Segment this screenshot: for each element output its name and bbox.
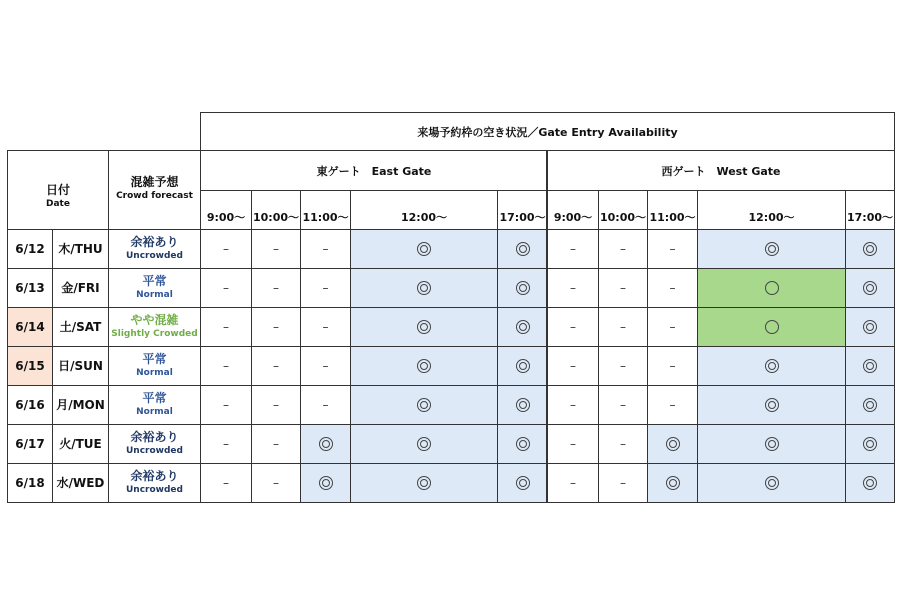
date-value: 6/13 xyxy=(15,280,45,295)
east-time-slot-header xyxy=(200,190,252,230)
dash-symbol: – xyxy=(620,320,626,334)
east-slot-cell xyxy=(350,463,498,503)
west-slot-cell xyxy=(647,229,698,269)
east-slot-cell xyxy=(300,424,351,464)
double-circle-icon xyxy=(417,359,431,373)
east-slot-cell xyxy=(200,268,252,308)
west-slot-cell xyxy=(598,385,648,425)
dash-symbol: – xyxy=(570,359,576,373)
double-circle-icon xyxy=(319,437,333,451)
dash-symbol: – xyxy=(620,281,626,295)
west-slot-cell xyxy=(598,268,648,308)
dash-symbol: – xyxy=(223,242,229,256)
east-slot-cell xyxy=(497,463,548,503)
dash-symbol: – xyxy=(223,437,229,451)
east-slot-cell xyxy=(300,463,351,503)
dash-symbol: – xyxy=(322,281,329,295)
crowd-forecast-cell xyxy=(108,385,201,425)
west-slot-cell xyxy=(598,424,648,464)
crowd-header-jp: 混雑予想 xyxy=(130,175,179,189)
west-slot-cell xyxy=(647,346,698,386)
west-slot-cell xyxy=(697,307,846,347)
dash-symbol: – xyxy=(273,281,279,295)
forecast-en: Uncrowded xyxy=(126,446,183,456)
west-slot-cell xyxy=(845,463,895,503)
dash-symbol: – xyxy=(273,242,279,256)
dash-symbol: – xyxy=(669,398,676,412)
east-gate-title: 東ゲート East Gate xyxy=(316,164,432,178)
weekday-value: 木/THU xyxy=(58,241,103,256)
east-slot-cell xyxy=(251,463,301,503)
double-circle-icon xyxy=(765,398,779,412)
double-circle-icon xyxy=(417,476,431,490)
weekday-value: 金/FRI xyxy=(61,280,100,295)
west-time-slot-header xyxy=(697,190,846,230)
west-slot-cell xyxy=(547,307,599,347)
weekday-cell xyxy=(52,385,109,425)
east-slot-cell xyxy=(497,307,548,347)
east-slot-cell xyxy=(251,385,301,425)
dash-symbol: – xyxy=(273,320,279,334)
double-circle-icon xyxy=(765,476,779,490)
east-slot-cell xyxy=(300,346,351,386)
date-value: 6/12 xyxy=(15,241,45,256)
double-circle-icon xyxy=(516,359,530,373)
weekday-value: 月/MON xyxy=(56,397,105,412)
double-circle-icon xyxy=(417,437,431,451)
west-slot-cell xyxy=(647,268,698,308)
double-circle-icon xyxy=(417,281,431,295)
crowd-forecast-cell xyxy=(108,424,201,464)
double-circle-icon xyxy=(666,437,680,451)
dash-symbol: – xyxy=(223,359,229,373)
forecast-jp: 余裕あり xyxy=(130,469,179,483)
east-slot-cell xyxy=(497,424,548,464)
double-circle-icon xyxy=(765,437,779,451)
east-slot-cell xyxy=(497,385,548,425)
dash-symbol: – xyxy=(669,281,676,295)
west-slot-cell xyxy=(697,346,846,386)
double-circle-icon xyxy=(417,242,431,256)
east-time-slot-header xyxy=(350,190,498,230)
dash-symbol: – xyxy=(669,359,676,373)
dash-symbol: – xyxy=(570,281,576,295)
date-value: 6/17 xyxy=(15,436,45,451)
dash-symbol: – xyxy=(273,359,279,373)
crowd-forecast-cell xyxy=(108,346,201,386)
east-slot-cell xyxy=(251,424,301,464)
west-time-slot-header xyxy=(598,190,648,230)
east-time-slot-header xyxy=(497,190,548,230)
date-value: 6/14 xyxy=(15,319,45,334)
forecast-en: Normal xyxy=(136,290,173,300)
double-circle-icon xyxy=(863,398,877,412)
east-slot-cell xyxy=(350,385,498,425)
dash-symbol: – xyxy=(273,437,279,451)
time-slot-label: 10:00～ xyxy=(599,211,646,224)
west-gate-title: 西ゲート West Gate xyxy=(661,164,781,178)
dash-symbol: – xyxy=(669,320,676,334)
double-circle-icon xyxy=(863,476,877,490)
crowd-forecast-cell xyxy=(108,463,201,503)
west-slot-cell xyxy=(647,424,698,464)
forecast-jp: 平常 xyxy=(142,352,167,366)
dash-symbol: – xyxy=(620,437,626,451)
double-circle-icon xyxy=(516,437,530,451)
time-slot-label: 9:00～ xyxy=(553,211,593,224)
crowd-forecast-cell xyxy=(108,307,201,347)
west-slot-cell xyxy=(647,307,698,347)
dash-symbol: – xyxy=(322,242,329,256)
date-cell xyxy=(7,385,53,425)
east-slot-cell xyxy=(200,346,252,386)
west-slot-cell xyxy=(547,385,599,425)
dash-symbol: – xyxy=(620,476,626,490)
west-slot-cell xyxy=(697,424,846,464)
east-slot-cell xyxy=(251,268,301,308)
dash-symbol: – xyxy=(273,476,279,490)
double-circle-icon xyxy=(863,437,877,451)
date-header-jp: 日付 xyxy=(45,183,70,197)
east-slot-cell xyxy=(350,346,498,386)
availability-header xyxy=(200,112,895,151)
west-time-slot-header xyxy=(845,190,895,230)
east-slot-cell xyxy=(350,424,498,464)
west-slot-cell xyxy=(547,229,599,269)
date-header-en: Date xyxy=(46,199,70,209)
dash-symbol: – xyxy=(223,281,229,295)
east-slot-cell xyxy=(300,268,351,308)
weekday-value: 水/WED xyxy=(56,475,105,490)
date-cell xyxy=(7,424,53,464)
east-slot-cell xyxy=(350,229,498,269)
forecast-jp: 余裕あり xyxy=(130,235,179,249)
weekday-cell xyxy=(52,346,109,386)
east-slot-cell xyxy=(350,268,498,308)
west-time-slot-header xyxy=(647,190,698,230)
double-circle-icon xyxy=(666,476,680,490)
time-slot-label: 12:00～ xyxy=(748,211,795,224)
crowd-forecast-cell xyxy=(108,229,201,269)
weekday-cell xyxy=(52,229,109,269)
east-slot-cell xyxy=(497,268,548,308)
availability-title: 来場予約枠の空き状況／Gate Entry Availability xyxy=(417,125,678,139)
east-slot-cell xyxy=(200,385,252,425)
date-value: 6/16 xyxy=(15,397,45,412)
west-slot-cell xyxy=(697,385,846,425)
crowd-header-en: Crowd forecast xyxy=(116,191,193,201)
double-circle-icon xyxy=(417,320,431,334)
east-slot-cell xyxy=(200,463,252,503)
double-circle-icon xyxy=(765,242,779,256)
dash-symbol: – xyxy=(570,476,576,490)
double-circle-icon xyxy=(516,242,530,256)
date-value: 6/15 xyxy=(15,358,45,373)
date-cell xyxy=(7,229,53,269)
dash-symbol: – xyxy=(322,359,329,373)
time-slot-label: 11:00～ xyxy=(649,211,696,224)
weekday-value: 火/TUE xyxy=(59,436,102,451)
east-slot-cell xyxy=(300,385,351,425)
east-slot-cell xyxy=(300,307,351,347)
dash-symbol: – xyxy=(570,398,576,412)
time-slot-label: 11:00～ xyxy=(302,211,349,224)
time-slot-label: 9:00～ xyxy=(206,211,246,224)
forecast-en: Uncrowded xyxy=(126,251,183,261)
dash-symbol: – xyxy=(570,437,576,451)
date-header xyxy=(7,150,109,230)
double-circle-icon xyxy=(516,320,530,334)
forecast-en: Slightly Crowded xyxy=(111,329,198,339)
west-slot-cell xyxy=(598,346,648,386)
forecast-jp: やや混雑 xyxy=(130,313,179,327)
east-slot-cell xyxy=(497,346,548,386)
west-slot-cell xyxy=(845,307,895,347)
west-time-slot-header xyxy=(547,190,599,230)
crowd-forecast-cell xyxy=(108,268,201,308)
time-slot-label: 17:00～ xyxy=(499,211,546,224)
date-cell xyxy=(7,463,53,503)
west-slot-cell xyxy=(697,229,846,269)
east-slot-cell xyxy=(300,229,351,269)
double-circle-icon xyxy=(319,476,333,490)
west-slot-cell xyxy=(547,268,599,308)
forecast-jp: 余裕あり xyxy=(130,430,179,444)
forecast-jp: 平常 xyxy=(142,274,167,288)
forecast-en: Uncrowded xyxy=(126,485,183,495)
double-circle-icon xyxy=(863,242,877,256)
circle-icon xyxy=(765,320,779,334)
west-slot-cell xyxy=(697,268,846,308)
double-circle-icon xyxy=(417,398,431,412)
east-slot-cell xyxy=(251,346,301,386)
date-cell xyxy=(7,268,53,308)
west-slot-cell xyxy=(845,268,895,308)
weekday-cell xyxy=(52,424,109,464)
east-slot-cell xyxy=(350,307,498,347)
dash-symbol: – xyxy=(620,242,626,256)
east-slot-cell xyxy=(251,307,301,347)
gate-divider xyxy=(546,150,548,503)
date-cell xyxy=(7,346,53,386)
weekday-value: 日/SUN xyxy=(58,358,103,373)
weekday-value: 土/SAT xyxy=(59,319,102,334)
dash-symbol: – xyxy=(273,398,279,412)
weekday-cell xyxy=(52,307,109,347)
double-circle-icon xyxy=(516,281,530,295)
west-slot-cell xyxy=(598,463,648,503)
double-circle-icon xyxy=(863,359,877,373)
dash-symbol: – xyxy=(223,398,229,412)
dash-symbol: – xyxy=(620,398,626,412)
forecast-jp: 平常 xyxy=(142,391,167,405)
dash-symbol: – xyxy=(223,320,229,334)
forecast-en: Normal xyxy=(136,407,173,417)
west-slot-cell xyxy=(647,463,698,503)
circle-icon xyxy=(765,281,779,295)
double-circle-icon xyxy=(516,398,530,412)
date-cell xyxy=(7,307,53,347)
time-slot-label: 17:00～ xyxy=(846,211,893,224)
dash-symbol: – xyxy=(669,242,676,256)
east-slot-cell xyxy=(251,229,301,269)
dash-symbol: – xyxy=(570,320,576,334)
weekday-cell xyxy=(52,268,109,308)
double-circle-icon xyxy=(863,320,877,334)
west-slot-cell xyxy=(547,346,599,386)
weekday-cell xyxy=(52,463,109,503)
east-slot-cell xyxy=(200,424,252,464)
west-slot-cell xyxy=(598,229,648,269)
double-circle-icon xyxy=(516,476,530,490)
east-slot-cell xyxy=(200,229,252,269)
west-slot-cell xyxy=(845,424,895,464)
double-circle-icon xyxy=(863,281,877,295)
west-slot-cell xyxy=(547,424,599,464)
west-slot-cell xyxy=(697,463,846,503)
crowd-forecast-header xyxy=(108,150,201,230)
east-time-slot-header xyxy=(251,190,301,230)
east-time-slot-header xyxy=(300,190,351,230)
dash-symbol: – xyxy=(570,242,576,256)
west-slot-cell xyxy=(845,385,895,425)
dash-symbol: – xyxy=(620,359,626,373)
date-value: 6/18 xyxy=(15,475,45,490)
west-slot-cell xyxy=(647,385,698,425)
west-slot-cell xyxy=(845,346,895,386)
east-gate-header xyxy=(200,150,548,191)
east-slot-cell xyxy=(200,307,252,347)
double-circle-icon xyxy=(765,359,779,373)
west-slot-cell xyxy=(845,229,895,269)
forecast-en: Normal xyxy=(136,368,173,378)
time-slot-label: 12:00～ xyxy=(400,211,447,224)
west-slot-cell xyxy=(598,307,648,347)
dash-symbol: – xyxy=(322,320,329,334)
west-gate-header xyxy=(547,150,895,191)
east-slot-cell xyxy=(497,229,548,269)
dash-symbol: – xyxy=(322,398,329,412)
west-slot-cell xyxy=(547,463,599,503)
time-slot-label: 10:00～ xyxy=(252,211,299,224)
dash-symbol: – xyxy=(223,476,229,490)
